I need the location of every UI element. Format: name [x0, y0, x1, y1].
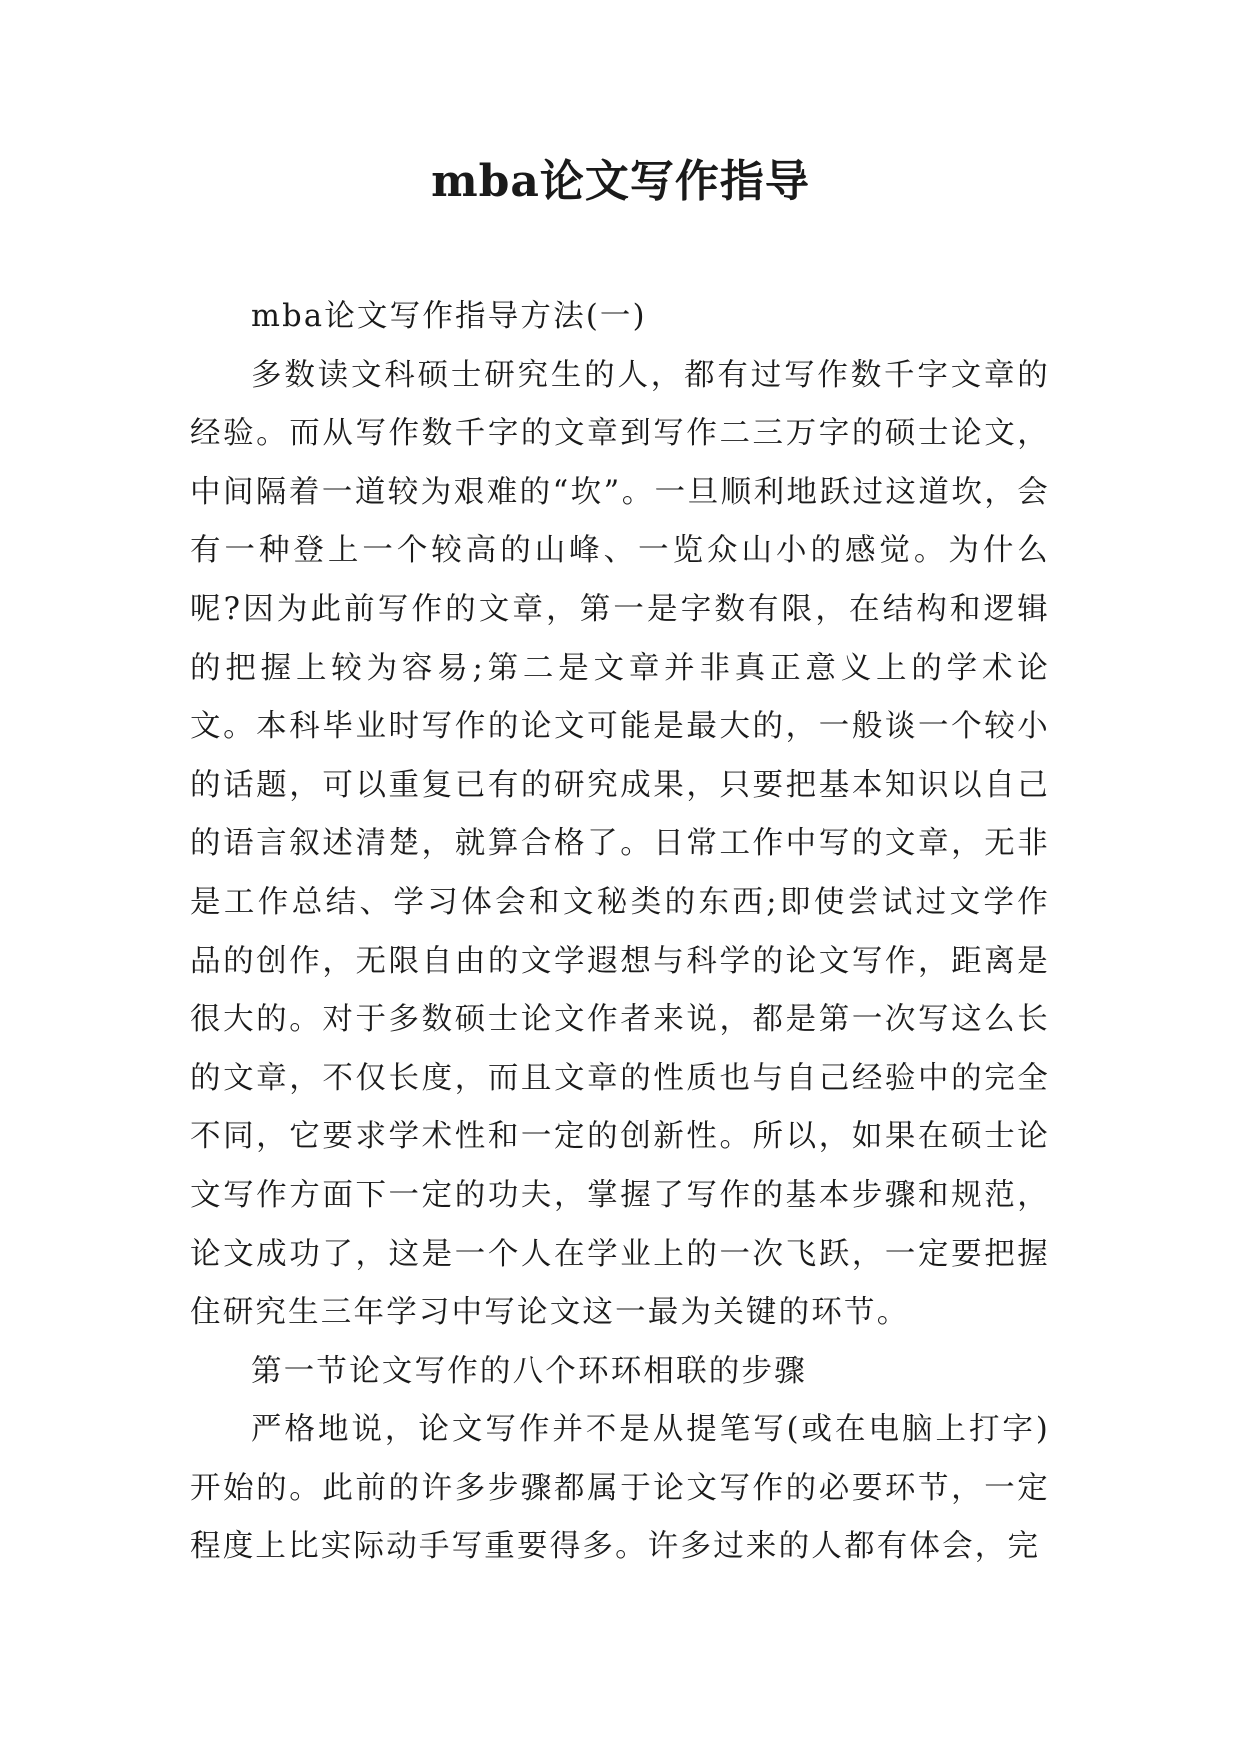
paragraph: 多数读文科硕士研究生的人，都有过写作数千字文章的经验。而从写作数千字的文章到写作二三万字的硕士论文，中间隔着一道较为艰难的“坎”。一旦顺利地跃过这道坎，会有一种登上一个较高的山峰、一览众山小的感觉。为什么呢?因为此前写作的文章，第一是字数有限，在结构和逻辑的把握上较为容易;第二是文章并非真正意义上的学术论文。本科毕业时写作的论文可能是最大的，一般谈一个较小的话题，可以重复已有的研究成果，只要把基本知识以自己的语言叙述清楚，就算合格了。日常工作中写的文章，无非是工作总结、学习体会和文秘类的东西;即使尝试过文学作品的创作，无限自由的文学遐想与科学的论文写作，距离是很大的。对于多数硕士论文作者来说，都是第一次写这么长的文章，不仅长度，而且文章的性质也与自己经验中的完全不同，它要求学术性和一定的创新性。所以，如果在硕士论文写作方面下一定的功夫，掌握了写作的基本步骤和规范，论文成功了，这是一个人在学业上的一次飞跃，一定要把握住研究生三年学习中写论文这一最为关键的环节。	[190, 357, 1050, 1331]
paragraph: 严格地说，论文写作并不是从提笔写(或在电脑上打字)开始的。此前的许多步骤都属于论文写作的必要环节，一定程度上比实际动手写重要得多。许多过来的人都有体会，完	[190, 1412, 1050, 1565]
document-body	[190, 288, 1050, 1577]
document-title: mba论文写作指导	[431, 156, 810, 207]
section-heading: 第一节论文写作的八个环环相联的步骤	[251, 1353, 807, 1389]
subtitle: mba论文写作指导方法(一)	[251, 299, 647, 334]
